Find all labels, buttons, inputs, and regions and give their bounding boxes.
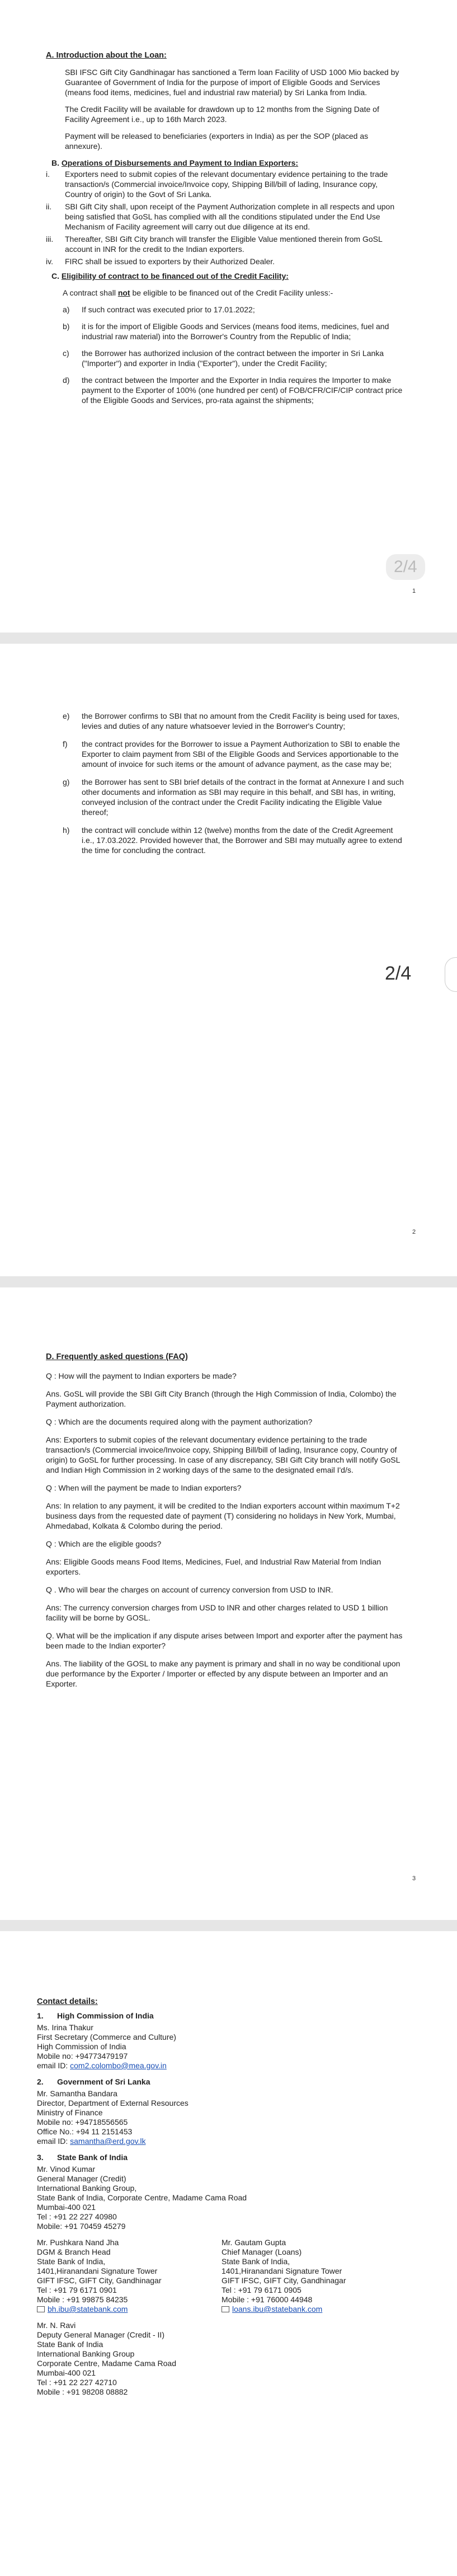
ops-item: iv. FIRC shall be issued to exporters by their Authorized Dealer. [46,257,275,266]
contact-line: Deputy General Manager (Credit - II) [37,2330,164,2339]
page-separator [0,633,457,644]
contact-line: General Manager (Credit) [37,2174,126,2183]
email-link[interactable]: com2.colombo@mea.gov.in [70,2061,167,2070]
contact-line: First Secretary (Commerce and Culture) [37,2032,176,2041]
faq-question: Q : How will the payment to Indian exporters be made? [46,1371,237,1380]
page-4 [0,1931,457,2576]
intro-paragraph: The Credit Facility will be available for drawdown up to 12 months from the Signing Date of Facility Agreement i.e., up to 16th March 2023. [65,105,379,124]
email-link[interactable]: loans.ibu@statebank.com [232,2305,323,2313]
contact-line: International Banking Group [37,2349,135,2358]
faq-answer: Ans: The currency conversion charges from USD to INR and other charges related to USD 1 billion facility will be borne by GOSL. [46,1603,388,1622]
side-tab [445,957,457,992]
intro-paragraph: SBI IFSC Gift City Gandhinagar has sanctioned a Term loan Facility of USD 1000 Mio backed by Guarantee of Government of India for the purpose of import of Eligible Goods and Services (means food items, medicines, fuel and industrial raw material) by Sri Lanka from India. [65,68,399,97]
mail-icon [37,2306,45,2312]
contact-line: Mr. N. Ravi [37,2321,76,2330]
elig-item: a) If such contract was executed prior to 17.01.2022; [63,305,255,314]
contact-card-right: Mr. Gautam Gupta Chief Manager (Loans) State Bank of India, 1401,Hiranandani Signature Tower GIFT IFSC, GIFT City, Gandhinagar Tel : +91 79 6171 0905 Mobile : +91 76000 44948 loans.ibu@statebank.com [222,2238,395,2314]
elig-item: b) it is for the import of Eligible Goods and Services (means food items, medicines, fuel and industrial raw material) into the Borrower's Country from the Republic of India; [63,322,389,341]
contact-line: Tel : +91 22 227 40980 [37,2212,117,2221]
contact-email-line: email ID: samantha@erd.gov.lk [37,2137,146,2146]
contact-section [37,1997,417,2397]
page-number: 1 [412,588,416,594]
contact-line: International Banking Group, [37,2184,137,2193]
elig-title: Eligibility of contract to be financed out of the Credit Facility: [61,271,289,280]
contact-line: High Commission of India [37,2042,126,2051]
elig-item: c) the Borrower has authorized inclusion of the contract between the importer in Sri Lanka ("Importer") and exporter in India ("Exporter"), under the Credit Facility; [63,349,384,368]
faq-question: Q . Who will bear the charges on account of currency conversion from USD to INR. [46,1585,333,1594]
faq-title: D. Frequently asked questions (FAQ) [46,1352,188,1361]
ops-item: iii. Thereafter, SBI Gift City branch will transfer the Eligible Value mentioned therein from GoSL account in INR for the credit to the Indian exporters. [46,235,383,254]
contact-email-line [37,2305,210,2314]
contact-line: State Bank of India [37,2340,103,2349]
contact-line: Mr. Samantha Bandara [37,2089,117,2098]
elig-item: e) the Borrower confirms to SBI that no amount from the Credit Facility is being used for taxes, levies and duties of any nature whatsoever levied in the Borrower's Country; [63,711,400,730]
elig-item: f) the contract provides for the Borrower to issue a Payment Authorization to SBI to enable the Exporter to claim payment from SBI of the Eligible Goods and Services apportionable to the amount of invoice for such items or the amount of advance payment, as the case may be; [63,739,400,769]
contact-line: Mobile : +91 98208 08882 [37,2387,128,2396]
faq-question: Q : Which are the documents required along with the payment authorization? [46,1417,313,1426]
intro-title: A. Introduction about the Loan: [46,51,167,60]
contact-line: Tel : +91 22 227 42710 [37,2378,117,2387]
contact-line: State Bank of India, Corporate Centre, Madame Cama Road [37,2193,247,2202]
page-number: 2 [412,1229,416,1235]
contact-line: Director, Department of External Resources [37,2099,189,2107]
page-2-content [63,711,404,863]
contact-section-heading: 3. State Bank of India [37,2153,128,2162]
contact-title: Contact details: [37,1997,98,2006]
elig-intro: A contract shall not be eligible to be financed out of the Credit Facility unless:- [63,288,333,297]
page-3 [0,1287,457,1920]
contact-columns [37,2238,417,2314]
contact-line: Mumbai-400 021 [37,2368,96,2377]
contact-section-heading: 1. High Commission of India [37,2011,154,2020]
intro-paragraph: Payment will be released to beneficiaries (exporters in India) as per the SOP (placed as annexure). [65,132,369,151]
contact-line: Ministry of Finance [37,2108,103,2117]
ops-item: i. Exporters need to submit copies of the relevant documentary evidence pertaining to the trade transaction/s (Commercial invoice/Invoice copy, Shipping Bill/bill of lading, Insurance copy, Country of origin) to the Govt of Sri Lanka. [46,170,388,199]
elig-title-prefix: C. [51,271,62,280]
page-1-content [46,50,404,412]
email-link[interactable]: samantha@erd.gov.lk [70,2137,146,2146]
ops-item: ii. SBI Gift City shall, upon receipt of the Payment Authorization complete in all respects and upon being satisfied that GoSL has complied with all the conditions stipulated under the End Use Mechanism of Facility agreement will carry out due diligence at its end. [46,202,395,231]
faq-answer: Ans: In relation to any payment, it will be credited to the Indian exporters account within maximum T+2 business days from the requested date of payment (T) considering no holidays in New York, Mumbai, Ahmedabad, Kolkata & Colombo during the period. [46,1501,400,1530]
email-link[interactable]: bh.ibu@statebank.com [48,2305,128,2313]
contact-line: Office No.: +94 11 2151453 [37,2127,133,2136]
faq-answer: Ans: Exporters to submit copies of the relevant documentary evidence pertaining to the trade transaction/s (Commercial invoice/Invoice copy, Shipping Bill/bill of lading, Insurance copy, Country of origin) to GoSL for further processing. In case of any discrepancy, SBI Gift City branch will notify GoSL and Indian High Commission in 2 working days of the same to the designated email I'd/s. [46,1435,400,1474]
page-separator [0,1276,457,1287]
elig-item: g) the Borrower has sent to SBI brief details of the contract in the format at Annexure I and such other documents and information as SBI may require in this behalf, and SBI has, in writing, conveyed inclusion of the contract under the Credit Facility indicating the Eligible Value thereof; [63,778,404,817]
contact-section-heading: 2. Government of Sri Lanka [37,2077,150,2086]
mail-icon [222,2306,229,2312]
faq-section [46,1352,404,1697]
ops-title: Operations of Disbursements and Payment to Indian Exporters: [61,158,299,167]
faq-answer: Ans: Eligible Goods means Food Items, Medicines, Fuel, and Industrial Raw Material from Indian exporters. [46,1557,381,1576]
contact-line: Mr. Vinod Kumar [37,2165,96,2174]
elig-item: d) the contract between the Importer and the Exporter in India requires the Importer to make payment to the Exporter of 100% (one hundred per cent) of FOB/CFR/CIF/CIP contract price of the Eligible Goods and Services, pro-rata against the shipments; [63,376,403,405]
ops-heading [51,158,404,168]
elig-item: h) the contract will conclude within 12 (twelve) months from the date of the Credit Agreement i.e., 17.03.2022. Provided however that, the Borrower and SBI may mutually agree to extend the time for concluding the contract. [63,826,402,855]
faq-answer: Ans. GoSL will provide the SBI Gift City Branch (through the High Commission of India, Colombo) the Payment authorization. [46,1389,397,1408]
contact-line: Ms. Irina Thakur [37,2023,93,2032]
contact-email-line [222,2305,395,2314]
page-counter-badge: 2/4 [386,554,425,580]
contact-line: Mobile no: +94718556565 [37,2118,128,2127]
page-separator [0,1920,457,1931]
page-2 [0,644,457,1276]
faq-answer: Ans. The liability of the GOSL to make any payment is primary and shall in no way be conditional upon due performance by the Exporter / Importer or effected by any dispute between an Importer and an Exporter. [46,1659,401,1688]
elig-heading [51,271,404,281]
contact-line: Mobile: +91 70459 45279 [37,2222,126,2231]
contact-line: Mumbai-400 021 [37,2203,96,2212]
contact-email-line: email ID: com2.colombo@mea.gov.in [37,2061,167,2070]
faq-question: Q : When will the payment be made to Indian exporters? [46,1483,242,1492]
page-number: 3 [412,1875,416,1882]
contact-card-left: Mr. Pushkara Nand Jha DGM & Branch Head State Bank of India, 1401,Hiranandani Signature Tower GIFT IFSC, GIFT City, Gandhinagar Tel : +91 79 6171 0901 Mobile : +91 99875 84235 bh.ibu@statebank.com [37,2238,210,2314]
faq-question: Q : Which are the eligible goods? [46,1539,162,1548]
contact-line: Corporate Centre, Madame Cama Road [37,2359,177,2368]
page-counter-badge: 2/4 [385,963,412,984]
page-1 [0,0,457,633]
contact-line: Mobile no: +94773479197 [37,2052,128,2060]
ops-title-prefix: B. [51,158,62,167]
faq-question: Q. What will be the implication if any dispute arises between Import and exporter after the payment has been made to the Indian exporter? [46,1631,403,1650]
